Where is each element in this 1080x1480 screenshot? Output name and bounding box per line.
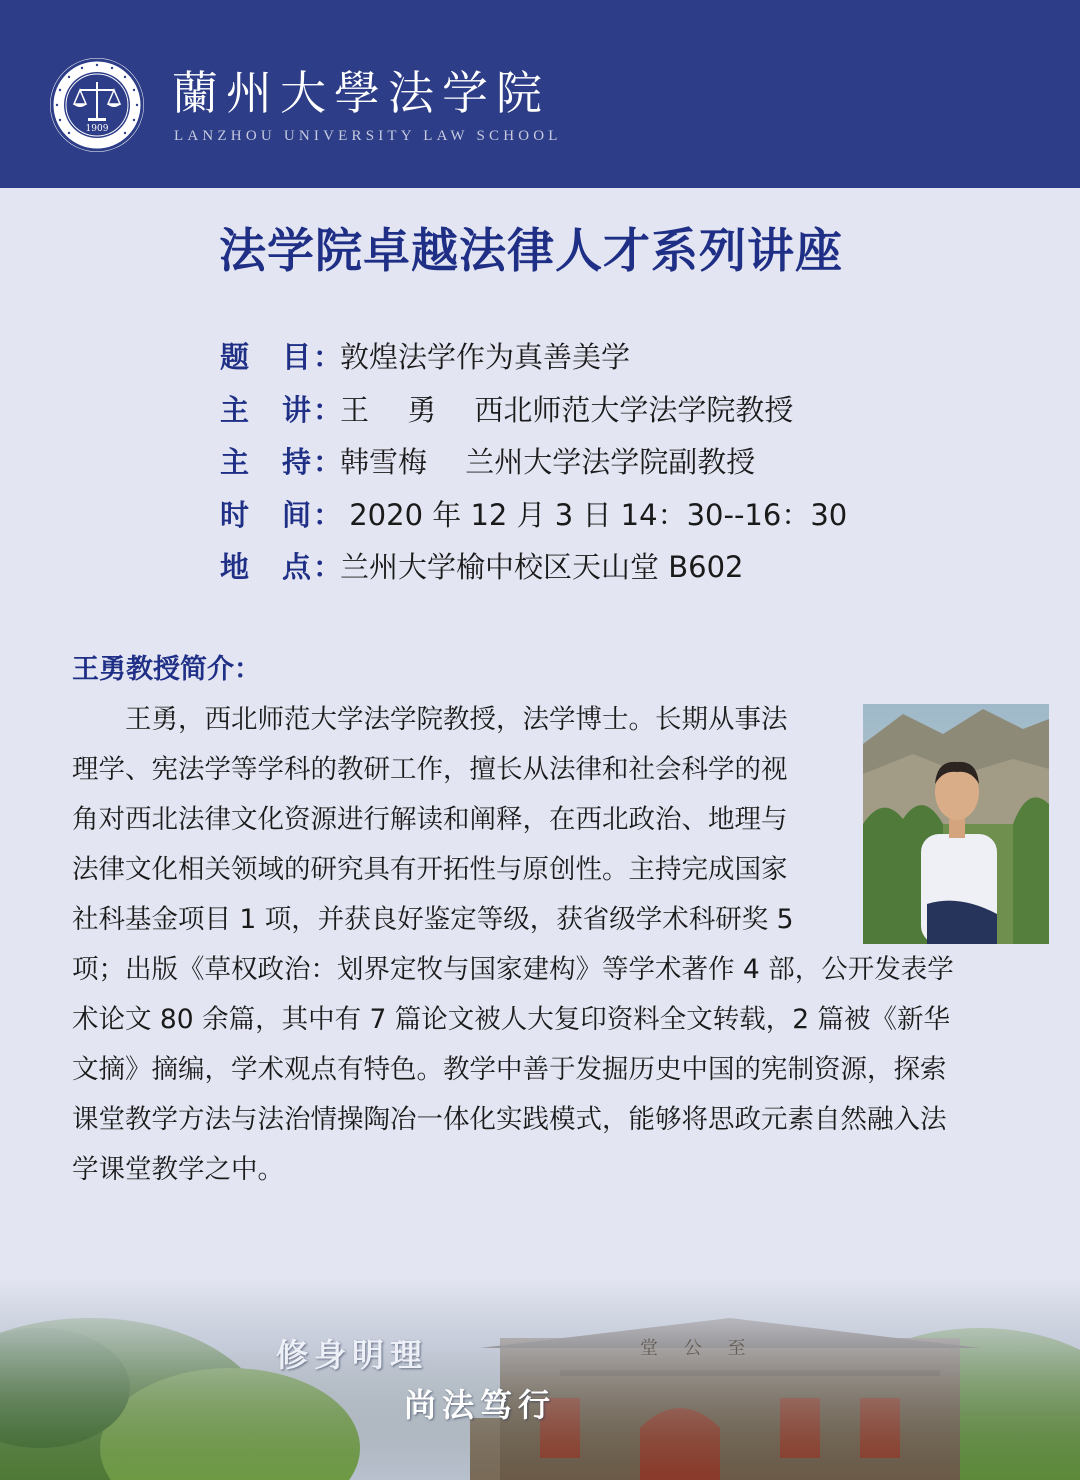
header-banner [0,0,1080,188]
info-row-topic [220,334,847,387]
place-value: 兰州大学榆中校区天山堂 B602 [340,550,744,584]
info-row-place [220,544,847,597]
bio-heading: 王勇教授简介： [72,654,261,685]
seal-emblem [50,58,144,152]
topic-label: 题 目： [220,340,345,374]
info-row-time [220,492,847,545]
host-value: 韩雪梅 兰州大学法学院副教授 [340,445,756,479]
speaker-portrait-photo [863,704,1049,944]
hall-name-plaque: 堂 公 至 [640,1338,756,1359]
bio-line: 社科基金项目 1 项，并获良好鉴定等级，获省级学术科研奖 5 [72,904,794,935]
lecture-info [220,334,847,597]
time-value: 2020 年 12 月 3 日 14：30--16：30 [340,497,848,532]
bio-line: 角对西北法律文化资源进行解读和阐释，在西北政治、地理与 [72,804,788,835]
time-label: 时 间： [220,497,345,532]
topic-value: 敦煌法学作为真善美学 [340,340,631,374]
seal-year: 1909 [85,124,109,134]
bio-line: 法律文化相关领域的研究具有开拓性与原创性。主持完成国家 [72,854,788,885]
bio-line: 文摘》摘编，学术观点有特色。教学中善于发掘历史中国的宪制资源，探索 [72,1054,947,1085]
bio-line: 学课堂教学之中。 [72,1154,284,1185]
bio-line: 术论文 80 余篇，其中有 7 篇论文被人大复印资料全文转载，2 篇被《新华 [72,1004,951,1035]
school-name-chinese: 蘭州大學法学院 [172,66,550,120]
lecture-series-title: 法学院卓越法律人才系列讲座 [219,224,843,279]
info-row-host [220,439,847,492]
bio-line: 课堂教学方法与法治情操陶冶一体化实践模式，能够将思政元素自然融入法 [72,1104,947,1135]
school-name-english: LANZHOU UNIVERSITY LAW SCHOOL [174,128,562,144]
speaker-value: 王 勇 西北师范大学法学院教授 [340,392,794,427]
bio-line: 项；出版《草权政治：划界定牧与国家建构》等学术著作 4 部，公开发表学 [72,954,954,985]
host-label: 主 持： [220,445,345,479]
bio-line: 理学、宪法学等学科的教研工作，擅长从法律和社会科学的视 [72,754,788,785]
place-label: 地 点： [220,550,345,584]
school-seal-logo [50,58,144,152]
footer-campus-scene [0,1278,1080,1480]
info-row-speaker [220,387,847,440]
motto-line-2: 尚法笃行 [404,1386,557,1424]
bio-line: 王勇，西北师范大学法学院教授，法学博士。长期从事法 [72,704,788,735]
speaker-label: 主 讲： [220,392,345,427]
motto-line-1: 修身明理 [276,1336,429,1374]
